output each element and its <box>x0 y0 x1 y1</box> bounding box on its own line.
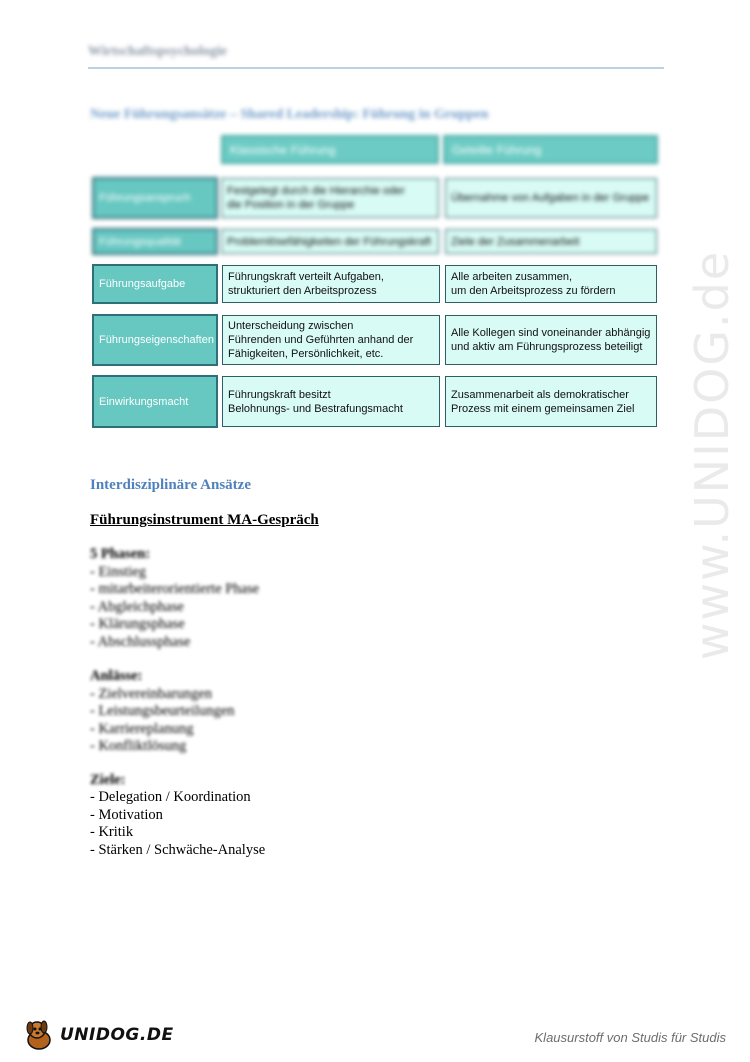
list-item: - Kritik <box>90 824 134 840</box>
list-item: - Zielvereinbarungen <box>90 685 212 702</box>
cell-classic-fuehrungsqualitaet: Problemlösefähigkeiten der Führungskraft <box>221 229 439 254</box>
list-item: - Karriereplanung <box>90 720 194 737</box>
phases-label: 5 Phasen: <box>90 546 151 562</box>
row-label-fuehrungsqualitaet: Führungsqualität <box>93 229 217 254</box>
watermark: www.UNIDOG.de <box>685 249 739 661</box>
footer-tagline: Klausurstoff von Studis für Studis <box>534 1030 726 1045</box>
list-item: - Klärungsphase <box>90 616 185 632</box>
cell-classic-einwirkungsmacht: Führungskraft besitzt Belohnungs- und Bestrafungsmacht <box>222 376 440 427</box>
list-item: - Abschlussphase <box>90 633 191 650</box>
row-label-fuehrungsaufgabe: Führungsaufgabe <box>93 265 217 303</box>
list-item: - mitarbeiterorientierte Phase <box>90 581 260 597</box>
list-item: - Delegation / Koordination <box>90 789 251 805</box>
phases-list <box>90 546 259 651</box>
ziele-label-block <box>90 772 125 790</box>
cell-shared-fuehrungseigenschaften: Alle Kollegen sind voneinander abhängig und aktiv am Führungsprozess beteiligt <box>445 315 657 365</box>
document-header: Wirtschaftspsychologie <box>88 44 227 59</box>
cell-shared-fuehrungsanspruch: Übernahme von Aufgaben in der Gruppe <box>445 178 657 218</box>
anlaesse-label: Anlässe: <box>90 668 143 684</box>
list-item: - Stärken / Schwäche-Analyse <box>90 841 266 858</box>
header-rule <box>88 67 664 69</box>
col-header-classic: Klassische Führung <box>221 135 439 164</box>
unidog-logo[interactable] <box>22 1018 174 1052</box>
list-item: - Leistungsbeurteilungen <box>90 703 235 719</box>
cell-classic-fuehrungsanspruch: Festgelegt durch die Hierarchie oder die Position in der Gruppe <box>221 178 439 218</box>
logo-text: UNIDOG.DE <box>60 1025 174 1045</box>
cell-classic-fuehrungsaufgabe: Führungskraft verteilt Aufgaben, strukturiert den Arbeitsprozess <box>222 265 440 303</box>
row-label-einwirkungsmacht: Einwirkungsmacht <box>93 376 217 427</box>
ziele-label: Ziele: <box>90 772 126 788</box>
list-item: - Abgleichphase <box>90 598 184 615</box>
list-item: - Einstieg <box>90 563 146 580</box>
row-label-fuehrungsanspruch: Führungsanspruch <box>93 178 217 218</box>
heading-ma-gespraech: Führungsinstrument MA-Gespräch <box>90 512 319 528</box>
cell-shared-einwirkungsmacht: Zusammenarbeit als demokratischer Prozess mit einem gemeinsamen Ziel <box>445 376 657 427</box>
cell-classic-fuehrungseigenschaften: Unterscheidung zwischen Führenden und Geführten anhand der Fähigkeiten, Persönlichkeit, etc. <box>222 315 440 365</box>
cell-shared-fuehrungsqualitaet: Ziele der Zusammenarbeit <box>445 229 657 254</box>
list-item: - Motivation <box>90 806 163 823</box>
row-label-fuehrungseigenschaften: Führungseigenschaften <box>93 315 217 365</box>
ziele-list <box>90 789 265 859</box>
section-title: Neue Führungsansätze – Shared Leadership: Führung in Gruppen <box>90 107 489 122</box>
dog-icon <box>22 1018 56 1052</box>
col-header-shared: Geteilte Führung <box>443 135 658 164</box>
heading-interdisziplinaere-ansaetze: Interdisziplinäre Ansätze <box>90 477 251 493</box>
list-item: - Konfliktlösung <box>90 738 187 754</box>
anlaesse-list <box>90 668 235 756</box>
cell-shared-fuehrungsaufgabe: Alle arbeiten zusammen, um den Arbeitsprozess zu fördern <box>445 265 657 303</box>
